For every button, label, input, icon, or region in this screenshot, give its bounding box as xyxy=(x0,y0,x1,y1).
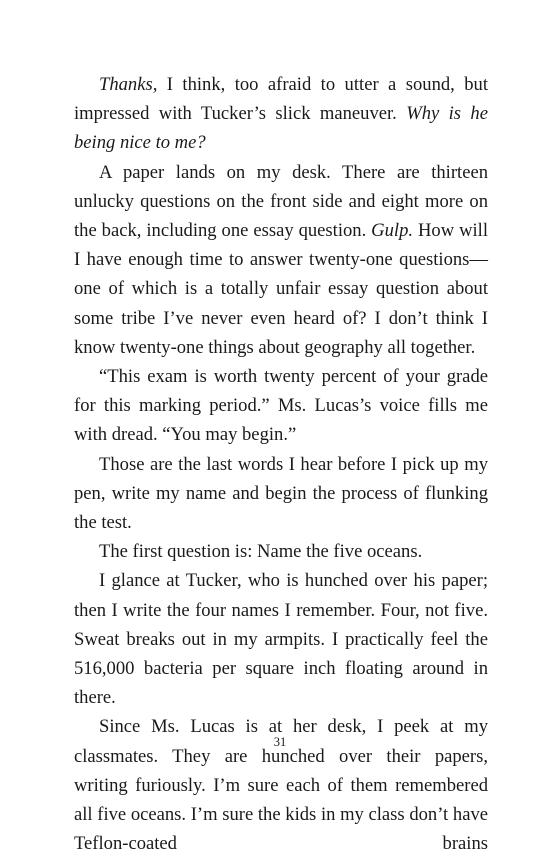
paragraph xyxy=(74,158,488,362)
paragraph xyxy=(74,566,488,712)
text-run: A paper lands on my desk. There are thirteen unlucky questions on the front side and eight more on the back, including one essay question. xyxy=(74,161,488,242)
paragraph xyxy=(74,70,488,158)
page-number: 31 xyxy=(273,735,287,749)
paragraph xyxy=(74,362,488,450)
text-run: I glance at Tucker, who is hunched over his paper; then I write the four names I remember. Four, not five. Sweat breaks out in my armpits. I practically feel the 516,000 bacteria per square inch floating around in there. xyxy=(74,570,488,709)
text-run: I think, too afraid to utter a sound, but impressed with Tucker’s slick maneuver. xyxy=(74,74,488,125)
paragraph xyxy=(74,537,488,566)
italic-text-run: Why is he being nice to me? xyxy=(74,103,488,154)
text-run: The first question is: Name the five oceans. xyxy=(99,541,423,563)
text-run: Those are the last words I hear before I pick up my pen, write my name and begin the process of flunking the test. xyxy=(74,453,488,534)
text-run: Since Ms. Lucas is at her desk, I peek at my classmates. They are hunched over their papers, writing furiously. I’m sure each of them remembered all five oceans. I’m sure the kids in my class don’t have Teflon-coated brains xyxy=(74,716,488,855)
text-run: “This exam is worth twenty percent of your grade for this marking period.” Ms. Lucas’s voice fills me with dread. “You may begin.” xyxy=(74,366,488,446)
italic-text-run: Gulp. xyxy=(371,220,414,242)
text-run: How will I have enough time to answer twenty-one questions—one of which is a totally unfair essay question about some tribe I’ve never even heard of? I don’t think I know twenty-one things about geography all together. xyxy=(74,220,488,358)
italic-text-run: Thanks, xyxy=(99,74,158,95)
paragraph xyxy=(74,450,488,538)
